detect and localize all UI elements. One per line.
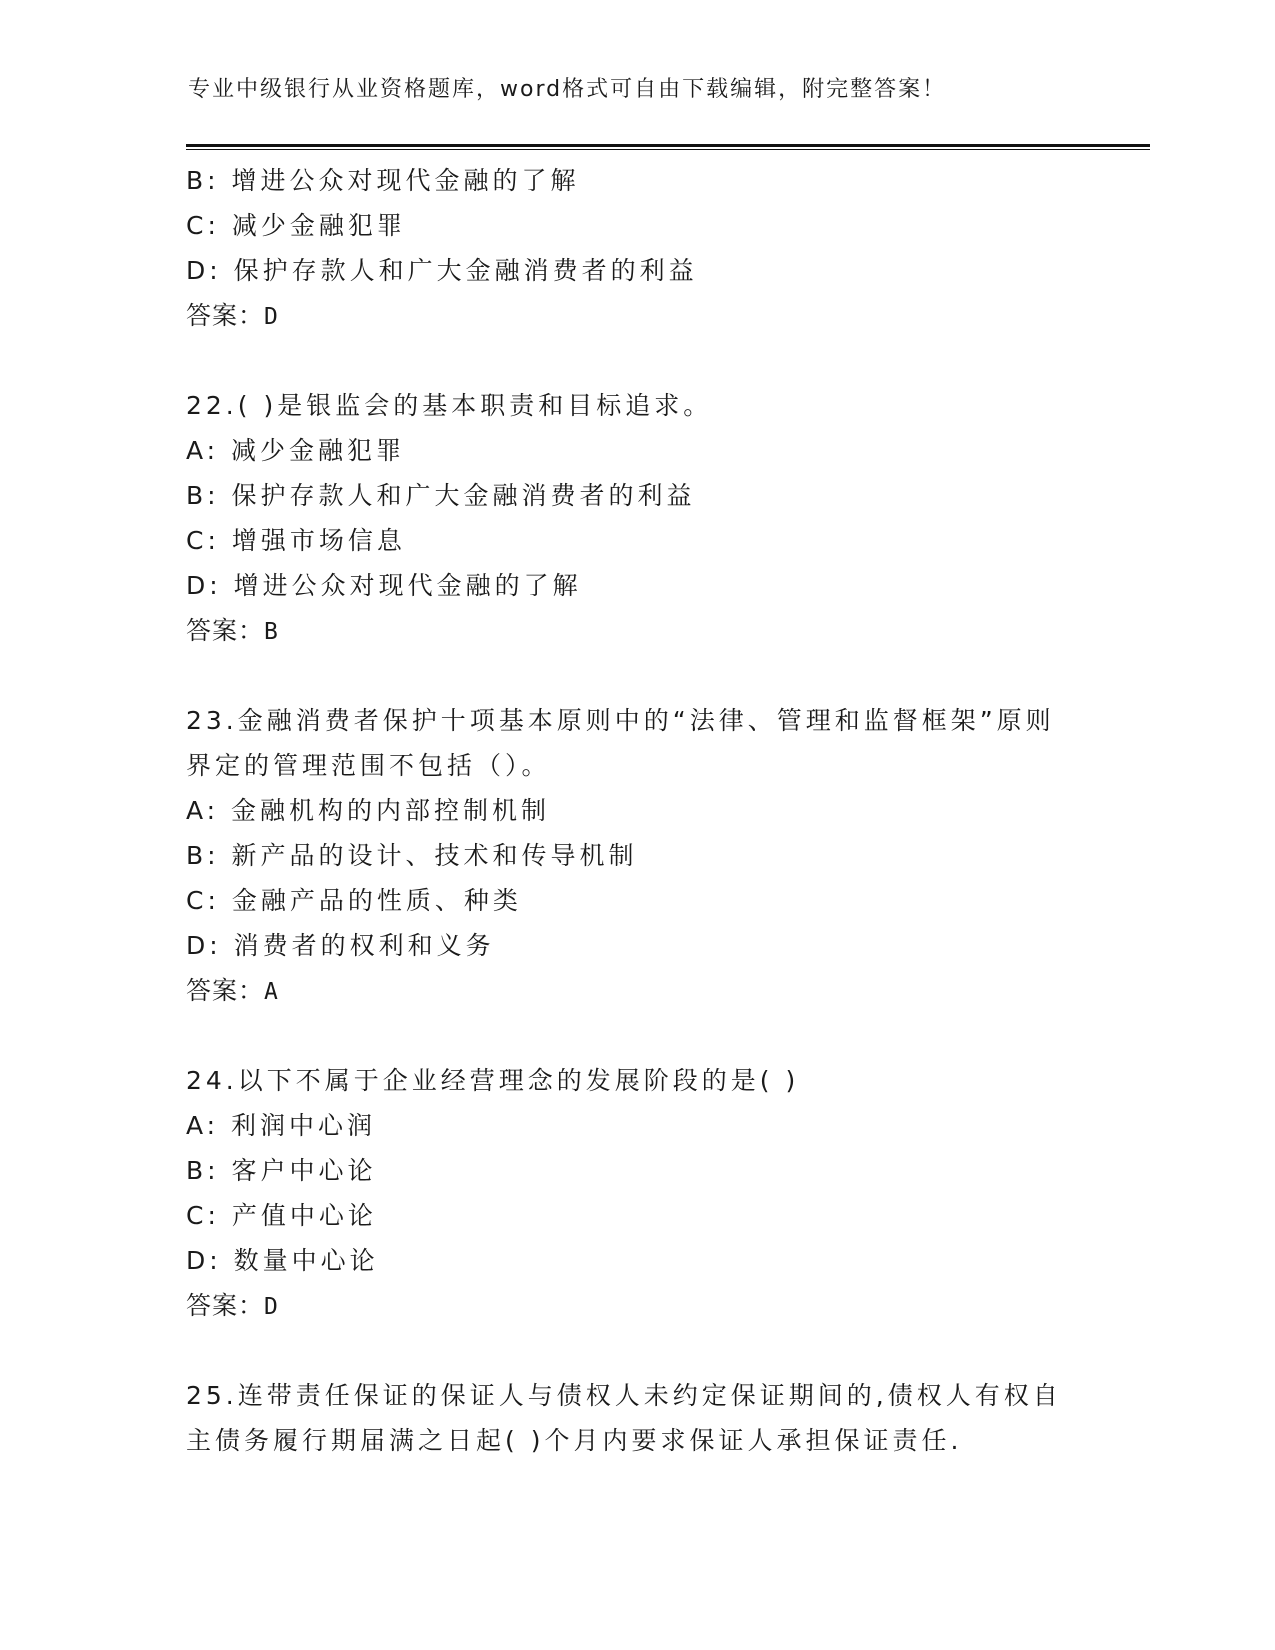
question-stem: 22.( )是银监会的基本职责和目标追求。 — [186, 391, 713, 420]
question-22 — [186, 383, 1086, 653]
option-a: A: 金融机构的内部控制机制 — [186, 796, 551, 825]
question-stem-line-1: 25.连带责任保证的保证人与债权人未约定保证期间的,债权人有权自 — [186, 1381, 1062, 1410]
answer-label: 答案： — [186, 301, 265, 330]
answer-label: 答案： — [186, 1291, 265, 1320]
answer-line — [186, 968, 1086, 1013]
question-23 — [186, 698, 1086, 1013]
question-stem: 24.以下不属于企业经营理念的发展阶段的是( ) — [186, 1066, 800, 1095]
option-b: B: 增进公众对现代金融的了解 — [186, 166, 580, 195]
option-c: C: 增强市场信息 — [186, 526, 406, 555]
spacer — [186, 1328, 1086, 1373]
answer-line — [186, 1283, 1086, 1328]
spacer — [186, 653, 1086, 698]
answer-value: D — [264, 304, 279, 330]
option-b: B: 新产品的设计、技术和传导机制 — [186, 841, 638, 870]
option-b: B: 保护存款人和广大金融消费者的利益 — [186, 481, 696, 510]
answer-value: A — [264, 979, 279, 1005]
option-b: B: 客户中心论 — [186, 1156, 377, 1185]
question-stem-line-2: 界定的管理范围不包括（）。 — [186, 751, 551, 780]
option-a: A: 减少金融犯罪 — [186, 436, 406, 465]
answer-line — [186, 608, 1086, 653]
question-content — [186, 158, 1086, 1463]
option-a: A: 利润中心润 — [186, 1111, 377, 1140]
option-d: D: 保护存款人和广大金融消费者的利益 — [186, 256, 698, 285]
option-d: D: 增进公众对现代金融的了解 — [186, 571, 582, 600]
answer-value: B — [264, 619, 279, 645]
option-d: D: 消费者的权利和义务 — [186, 931, 495, 960]
question-25 — [186, 1373, 1086, 1463]
header-rule-thin — [186, 149, 1150, 150]
answer-line — [186, 293, 1086, 338]
option-c: C: 减少金融犯罪 — [186, 211, 406, 240]
option-c: C: 产值中心论 — [186, 1201, 377, 1230]
answer-label: 答案： — [186, 976, 265, 1005]
option-d: D: 数量中心论 — [186, 1246, 379, 1275]
answer-value: D — [264, 1294, 279, 1320]
page-header: 专业中级银行从业资格题库，word格式可自由下载编辑，附完整答案！ — [188, 77, 947, 102]
question-stem-line-2: 主债务履行期届满之日起( )个月内要求保证人承担保证责任. — [186, 1426, 963, 1455]
question-24 — [186, 1058, 1086, 1328]
option-c: C: 金融产品的性质、种类 — [186, 886, 522, 915]
answer-label: 答案： — [186, 616, 265, 645]
header-rule-thick — [186, 144, 1150, 147]
question-stem-line-1: 23.金融消费者保护十项基本原则中的“法律、管理和监督框架”原则 — [186, 706, 1055, 735]
spacer — [186, 338, 1086, 383]
question-21-continued — [186, 158, 1086, 338]
spacer — [186, 1013, 1086, 1058]
